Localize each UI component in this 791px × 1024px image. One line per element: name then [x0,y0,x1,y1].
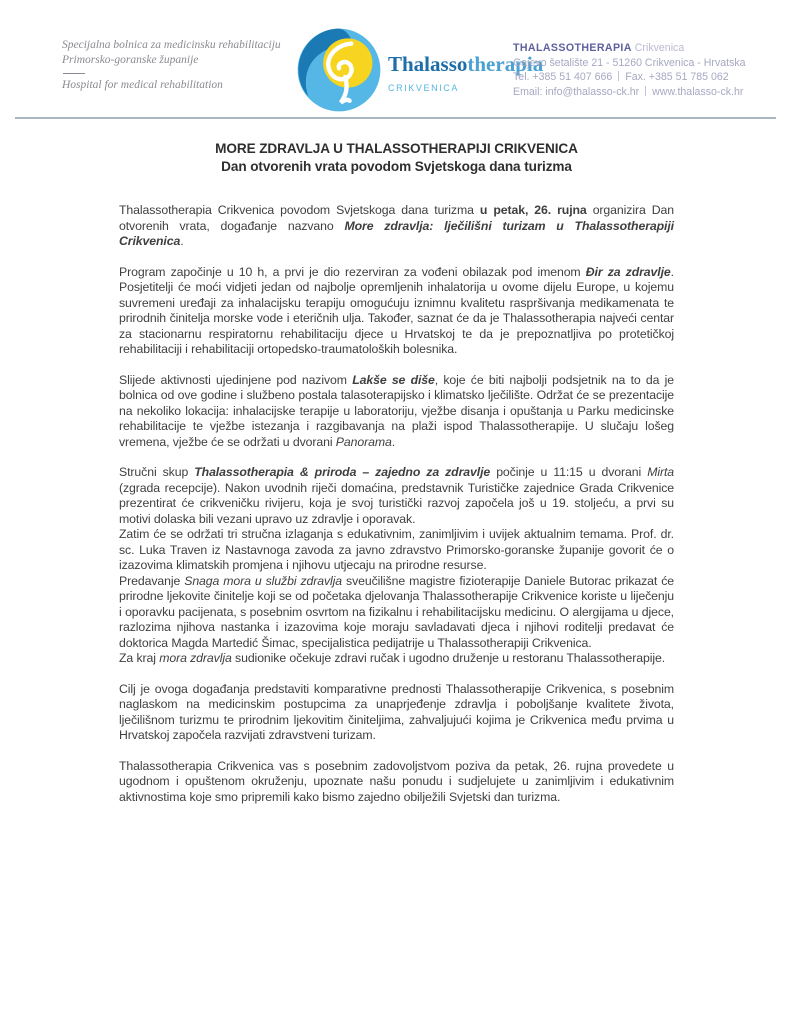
paragraph [119,651,674,667]
contact-name-bold: THALASSOTHERAPIA [513,42,632,54]
text-run: Mirta [647,465,675,479]
contact-website: www.thalasso-ck.hr [652,85,744,98]
text-run: Stručni skup [119,465,195,479]
text-run: . [180,234,184,248]
contact-tel: Tel. +385 51 407 666 [513,71,613,83]
text-run: Lakše se diše [352,372,435,387]
text-run: počinje u 11:15 u dvorani [490,465,648,479]
text-run: sudionike očekuje zdravi ručak i ugodno druženje u restoranu Thalassotherapije. [231,651,666,665]
text-run: Snaga mora u službi zdravlja [184,573,343,588]
text-run: mora zdravlja [159,651,232,665]
text-run: Thalassotherapia & priroda – zajedno za zdravlje [194,465,491,479]
paragraph [119,682,674,744]
paragraph [119,527,674,574]
paragraph [119,373,674,451]
text-run: (zgrada recepcije). Nakon uvodnih riječi domaćina, predstavnik Turističke zajednice Grada Crikvenice prezentirat će crikveničku rivijeru, koja je svoj turistički razvoj započela još u 19. stoljeću, a prvi su motivi dolaska bili vezani upravo uz zdravlje i oporavak. [119,480,674,526]
hospital-name-line2: Primorsko-goranske županije [62,54,199,66]
text-run: Đir za zdravlje [585,264,671,279]
paragraph [119,574,674,652]
paragraphs-container [119,203,674,805]
contact-block [513,41,746,99]
paragraph [119,759,674,806]
hospital-name-line1: Specijalna bolnica za medicinsku rehabilitaciju [62,39,281,51]
thalassotherapia-logo-icon [295,26,383,114]
text-run: Za kraj [119,651,160,665]
hospital-name-block [62,38,281,93]
title-line-2: Dan otvorenih vrata povodom Svjetskoga dana turizma [221,159,572,174]
text-run: Predavanje [119,573,185,588]
separator-bar [645,86,646,96]
letterhead [0,0,791,118]
contact-name-line [513,41,746,56]
text-run: Thalassotherapia Crikvenica vas s posebnim zadovoljstvom poziva da petak, 26. rujna provedete u ugodnom i opuštenom okruženju, upoznate našu ponudu i sudjelujete u zanimljivim i edukativnim aktivnostima koje smo pripremili kako bismo zajedno obilježili Svjetski dan turizma. [119,758,674,804]
text-run: Cilj je ovoga događanja predstaviti komparativne prednosti Thalassotherapije Crikvenica, s posebnim naglaskom na medicinskim postupcima za unaprjeđenje zdravlja i poboljšanje kvalitete života, lječilišnom turizmu te prirodnim ljekovitim činiteljima, zahvaljujući kojima je Crikvenica među prvima u Hrvatskoj započela razvijati zdravstveni turizam. [119,681,674,742]
text-run: More zdravlja: lječilišni turizam u Thalassotherapiji Crikvenica [119,218,674,248]
text-run: Thalassotherapia Crikvenica povodom Svjetskoga dana turizma [119,203,480,217]
text-run: Slijede aktivnosti ujedinjene pod nazivom [119,372,353,387]
contact-phone-line [513,70,746,85]
hospital-name-english: Hospital for medical rehabilitation [62,79,223,91]
text-run: , koje će biti najbolji podsjetnik na to da je bolnica od ove godine i službeno postala talasoterapijsko i klimatsko lječilište. Održat će se prezentacije na nekoliko lokacija: inhalacijske terapije u laboratoriju, vježbe disanja i opuštanja u Parku medicinske rehabilitacije te vježbe istezanja i razgibavanja na plaži ispod Thalassotherapije. U slučaju lošeg vremena, vježbe će se održati u dvorani [119,372,675,449]
document-title [119,140,674,176]
header-rule [15,117,776,119]
text-run: Panorama [335,434,392,449]
contact-email: Email: info@thalasso-ck.hr [513,85,640,98]
text-run: u petak, 26. rujna [479,203,587,217]
separator-bar [618,71,619,81]
text-run: organizira Dan otvorenih vrata, događanje nazvano [119,203,674,233]
text-run: Zatim će se održati tri stručna izlaganja s edukativnim, zanimljivim i uvijek aktualnim temama. Prof. dr. sc. Luka Traven iz Nastavnoga zavoda za javno zdravstvo Primorsko-goranske županije govorit će o izazovima klimatskih promjena i njihovu utjecaju na prirodne resurse. [119,527,674,572]
text-run: sveučilišne magistre fizioterapije Daniele Butorac prikazat će prirodne ljekovite činitelje koji se od početaka djelovanja Thalassotherapije Crikvenice koriste u liječenju i oporavku pacijenata, s posebnim osvrtom na fizikalnu i rehabilitacijsku medicinu. O alergijama u djece, razlozima njihova nastanka i izazovima koje moraju savladavati djeca i njihovi roditelji predavat će doktorica Magda Martedić Šimac, specijalistica pedijatrije u Thalassotherapiji Crikvenica. [119,573,675,650]
wordmark-thalasso: Thalasso [388,52,468,76]
wordmark-crikvenica: CRIKVENICA [388,83,460,93]
contact-web-line [513,85,746,100]
title-line-1: MORE ZDRAVLJA U THALASSOTHERAPIJI CRIKVENICA [215,141,578,156]
text-run: Program započinje u 10 h, a prvi je dio rezerviran za vođeni obilazak pod imenom [119,264,586,279]
contact-fax: Fax. +385 51 785 062 [625,71,729,83]
contact-name-light: Crikvenica [634,42,685,54]
paragraph [119,265,674,358]
paragraph [119,203,674,250]
text-run: . [391,434,396,449]
contact-address: Gajevo šetalište 21 - 51260 Crikvenica - Hrvatska [513,56,746,69]
document-body [119,140,674,805]
wordmark-therapia: therapia [467,52,544,76]
text-run: . Posjetitelji će moći vidjeti jedan od najbolje opremljenih inhalatorija u ovome dijelu Europe, u kojemu suvremeni uređaji za inhalacijsku terapiju omogućuju iznimnu kvalitetu raspršivanja medikamenata te prirodnih činitelja morske vode i eteričnih ulja. Također, saznat će da je Thalassotherapia najveći centar za stacionarnu respiratornu rehabilitaciju djece u Hrvatskoj te da je prepoznatljiva po protetičkoj rehabilitaciji i rehabilitaciji ortopedsko-traumatoloških bolesnika. [119,264,674,356]
paragraph [119,465,674,527]
letterhead-small-divider [63,73,85,74]
